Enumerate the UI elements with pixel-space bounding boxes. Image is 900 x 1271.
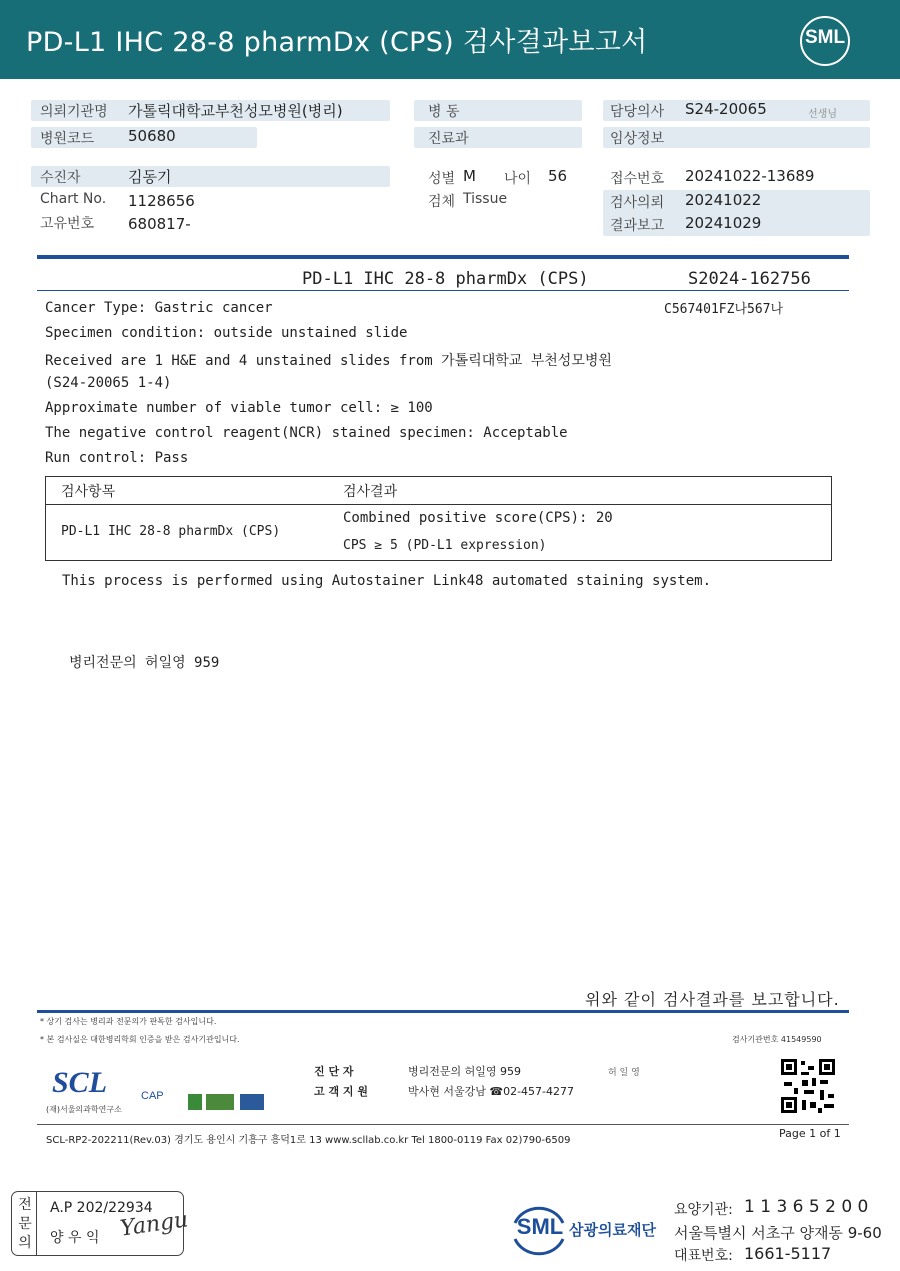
section-rule-thin [37,290,849,291]
age-label: 나이 [504,171,532,187]
chart-value: 1128656 [128,192,195,210]
scl-logo: SCL [52,1066,108,1099]
table-result-expression: CPS ≥ 5 (PD-L1 expression) [343,538,547,553]
line-ncr: The negative control reagent(NCR) stained specimen: Acceptable [45,425,568,441]
qr-code-icon [780,1058,836,1114]
receipt-value: 20241022-13689 [685,167,815,185]
stamp-name: 양 우 익 [50,1230,100,1246]
line-specimen-condition: Specimen condition: outside unstained slide [45,325,408,341]
notice-2: * 본 검사실은 대한병리학회 인증을 받은 검사기관입니다. [40,1035,240,1044]
hospital-code-value: 50680 [128,127,176,145]
notice-1: * 상기 검사는 병리과 전문의가 판독한 검사입니다. [40,1017,217,1026]
patient-bar [31,166,390,187]
sml-logo-text: SML [804,27,846,48]
stamp-col-2: 문 [18,1216,32,1232]
report-section-title: PD-L1 IHC 28-8 pharmDx (CPS) [302,269,589,289]
table-result-cps: Combined positive score(CPS): 20 [343,510,613,526]
specimen-value: Tissue [463,191,508,207]
line-cancer-type: Cancer Type: Gastric cancer [45,300,273,316]
stamp-col [17,1196,33,1253]
institution-value: 가톨릭대학교부천성모병원(병리) [128,102,343,120]
request-value: 20241022 [685,191,762,209]
support-label: 고 객 지 원 [314,1085,368,1098]
patient-label: 수진자 [40,170,81,186]
line-run-control: Run control: Pass [45,450,189,466]
cert-badge-icon [240,1094,264,1110]
diagnosis-label: 진 단 자 [314,1065,354,1078]
ward-label: 병 동 [428,104,460,120]
stamp-signature: Yangu [118,1207,190,1242]
patient-value: 김동기 [128,168,172,186]
cap-accredited-icon: CAP [141,1090,164,1102]
id-label: 고유번호 [40,216,95,232]
report-date-value: 20241029 [685,214,762,232]
dept-label: 진료과 [428,131,469,147]
sml-address: 서울특별시 서초구 양재동 9-60 [674,1224,882,1242]
age-value: 56 [548,167,568,185]
section-rule-top [37,255,849,259]
form-info-line: SCL-RP2-202211(Rev.03) 경기도 용인시 기흥구 흥덕1로 13 www.scllab.co.kr Tel 1800-0119 Fax 02)790-6509 [46,1135,571,1146]
sex-label: 성별 [428,171,456,187]
sml-bottom-logo: SML [516,1214,564,1239]
table-col1-header: 검사항목 [61,484,116,500]
clinical-label: 임상정보 [610,131,665,147]
specimen-label: 검체 [428,194,456,210]
doctor-value: S24-20065 [685,100,767,118]
line-slide-ref: (S24-20065 1-4) [45,375,172,391]
footer-rule [37,1010,849,1013]
form-divider [37,1124,849,1125]
report-date-label: 결과보고 [610,218,665,234]
closing-statement: 위와 같이 검사결과를 보고합니다. [585,990,840,1009]
lab-number: 검사기관번호 41549590 [732,1035,822,1044]
diagnosis-value: 병리전문의 허일영 959 [408,1065,521,1078]
institution-label: 의뢰기관명 [40,104,108,120]
receipt-label: 접수번호 [610,171,665,187]
page-number: Page 1 of 1 [779,1127,841,1140]
report-code: C567401FZ나567나 [664,302,784,317]
line-received: Received are 1 H&E and 4 unstained slides from 가톨릭대학교 부천성모병원 [45,353,612,369]
line-tumor-cell: Approximate number of viable tumor cell: ≥ 100 [45,400,433,416]
sex-value: M [463,167,476,185]
pathologist-line: 병리전문의 허일영 959 [69,655,220,671]
hospital-code-label: 병원코드 [40,131,95,147]
sml-org-name: 삼광의료재단 [569,1221,656,1239]
report-title-heading: PD-L1 IHC 28-8 pharmDx (CPS) 검사결과보고서 [26,27,648,58]
stamp-col-1: 전 [18,1197,32,1213]
institution-code-label: 요양기관: [674,1202,733,1218]
cert-badge-icon [188,1094,202,1110]
request-label: 검사의뢰 [610,195,665,211]
institution-code-value: 1 1 3 6 5 2 0 0 [744,1197,869,1217]
table-col2-header: 검사결과 [343,484,398,500]
phone-value: 1661-5117 [744,1244,832,1263]
support-value: 박사현 서울강남 ☎02-457-4277 [408,1085,575,1098]
id-value: 680817- [128,215,191,233]
report-number: S2024-162756 [688,269,811,289]
cert-badge-icon [206,1094,234,1110]
stamp-license: A.P 202/22934 [50,1200,153,1216]
stamp-divider [36,1192,37,1255]
signature-text: 허 일 영 [608,1068,640,1078]
table-header-divider [46,504,831,505]
doctor-suffix: 선생님 [808,109,837,120]
phone-label: 대표번호: [674,1248,733,1264]
scl-name: (재)서울의과학연구소 [46,1105,122,1114]
stamp-col-3: 의 [18,1235,32,1251]
process-note: This process is performed using Autostainer Link48 automated staining system. [62,573,712,589]
table-item: PD-L1 IHC 28-8 pharmDx (CPS) [61,524,281,539]
chart-label: Chart No. [40,191,107,207]
doctor-label: 담당의사 [610,104,665,120]
